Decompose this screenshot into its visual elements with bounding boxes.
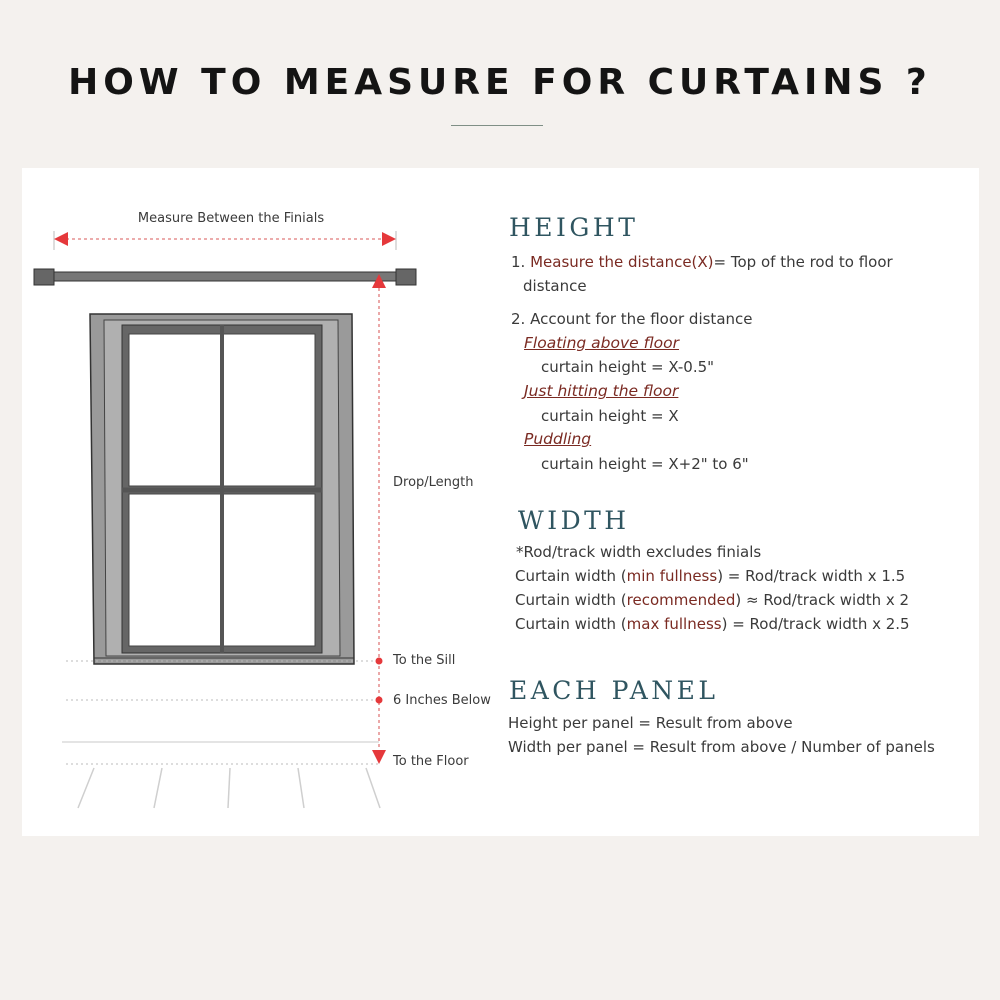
formula-floating: curtain height = X-0.5" xyxy=(541,358,715,376)
title-divider xyxy=(451,125,543,126)
width-row-suffix: ) ≈ Rod/track width x 2 xyxy=(735,591,910,609)
height-step1-prefix: 1. xyxy=(511,253,531,271)
height-step1-rest: = Top of the rod to floor xyxy=(713,253,893,271)
width-row-prefix: Curtain width ( xyxy=(515,615,627,633)
height-step1-highlight: Measure the distance(X) xyxy=(530,253,714,271)
arrow-right-icon xyxy=(382,232,396,246)
width-row-prefix: Curtain width ( xyxy=(515,591,627,609)
panel-heading: EACH PANEL xyxy=(509,676,719,705)
below-label: 6 Inches Below xyxy=(393,693,491,708)
panel-width-line: Width per panel = Result from above / Number of panels xyxy=(508,738,935,756)
width-row-suffix: ) = Rod/track width x 1.5 xyxy=(717,567,906,585)
curtain-diagram xyxy=(22,168,502,836)
height-step1-cont: distance xyxy=(523,277,587,295)
width-row-highlight: min fullness xyxy=(626,567,718,585)
window-icon xyxy=(90,314,354,664)
width-row-suffix: ) = Rod/track width x 2.5 xyxy=(721,615,910,633)
height-heading: HEIGHT xyxy=(509,213,639,242)
arrow-left-icon xyxy=(54,232,68,246)
finials-label: Measure Between the Finials xyxy=(137,211,325,226)
width-row-recommended xyxy=(515,591,909,609)
option-hitting: Just hitting the floor xyxy=(524,382,679,400)
width-row-highlight: max fullness xyxy=(626,615,722,633)
below-marker-icon xyxy=(376,697,383,704)
sill-label: To the Sill xyxy=(393,653,456,668)
page-title: HOW TO MEASURE FOR CURTAINS ? xyxy=(68,62,932,103)
height-step2: 2. Account for the floor distance xyxy=(511,310,753,328)
formula-hitting: curtain height = X xyxy=(541,407,679,425)
drop-label: Drop/Length xyxy=(393,475,474,490)
width-row-prefix: Curtain width ( xyxy=(515,567,627,585)
width-note: *Rod/track width excludes finials xyxy=(516,543,762,561)
formula-puddling: curtain height = X+2" to 6" xyxy=(541,455,749,473)
width-row-min xyxy=(515,567,905,585)
finial-left-icon xyxy=(34,269,54,285)
floorboards-icon xyxy=(78,768,380,808)
curtain-rod xyxy=(34,269,416,285)
width-row-highlight: recommended xyxy=(626,591,736,609)
option-floating: Floating above floor xyxy=(524,334,679,352)
finial-right-icon xyxy=(396,269,416,285)
panel-height-line: Height per panel = Result from above xyxy=(508,714,793,732)
height-step1 xyxy=(511,253,893,271)
sill-marker-icon xyxy=(376,658,383,665)
arrow-down-icon xyxy=(372,750,386,764)
floor-label: To the Floor xyxy=(393,754,469,769)
option-puddling: Puddling xyxy=(524,430,592,448)
width-row-max xyxy=(515,615,910,633)
width-heading: WIDTH xyxy=(518,506,630,535)
